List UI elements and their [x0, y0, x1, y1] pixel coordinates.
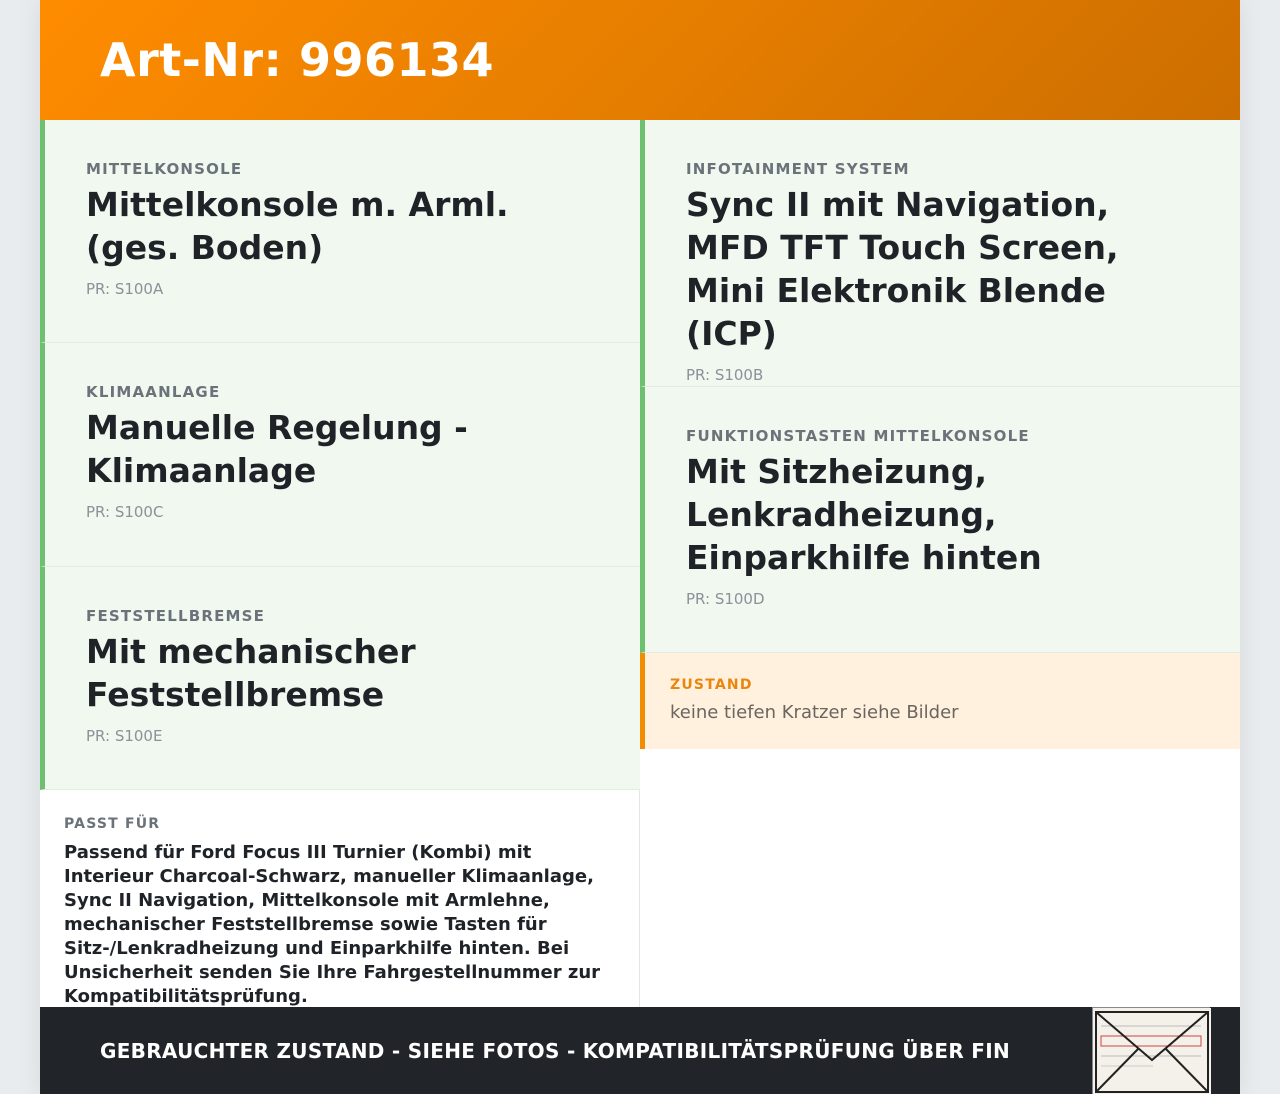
spec-card-mittelkonsole	[40, 120, 640, 343]
spec-label: MITTELKONSOLE	[86, 160, 243, 178]
spec-card-infotainment	[640, 120, 1240, 387]
spec-value: Mittelkonsole m. Arml. (ges. Boden)	[86, 185, 509, 267]
condition-label: ZUSTAND	[670, 677, 753, 693]
spec-value: Manuelle Regelung - Klimaanlage	[86, 408, 468, 490]
spec-card-klimaanlage	[40, 343, 640, 567]
spec-value: Sync II mit Navigation, MFD TFT Touch Screen, Mini Elektronik Blende (ICP)	[686, 185, 1119, 353]
product-sheet	[40, 0, 1240, 1094]
spec-value: Mit Sitzheizung, Lenkradheizung, Einparkhilfe hinten	[686, 452, 1042, 577]
footer-banner	[40, 1007, 1240, 1094]
condition-text: keine tiefen Kratzer siehe Bilder	[670, 702, 959, 723]
spec-label: INFOTAINMENT SYSTEM	[686, 160, 910, 178]
right-column	[640, 120, 1240, 1007]
compatibility-section	[40, 790, 639, 1007]
spec-pr-code: PR: S100C	[86, 503, 164, 521]
condition-box	[640, 653, 1240, 749]
spec-pr-code: PR: S100A	[86, 280, 164, 298]
spec-card-funktionstasten	[640, 387, 1240, 653]
document-envelope-icon	[1092, 1007, 1210, 1094]
spec-pr-code: PR: S100D	[686, 590, 765, 608]
spec-pr-code: PR: S100B	[686, 366, 764, 384]
spec-label: FUNKTIONSTASTEN MITTELKONSOLE	[686, 427, 1030, 445]
spec-card-feststellbremse	[40, 567, 640, 790]
footer-text: GEBRAUCHTER ZUSTAND - SIEHE FOTOS - KOMPATIBILITÄTSPRÜFUNG ÜBER FIN	[100, 1038, 1011, 1063]
header	[40, 0, 1240, 120]
spec-value: Mit mechanischer Feststellbremse	[86, 632, 416, 714]
spec-label: FESTSTELLBREMSE	[86, 607, 266, 625]
compatibility-label: PASST FÜR	[64, 816, 161, 832]
envelope-icon	[1093, 1008, 1211, 1094]
spec-label: KLIMAANLAGE	[86, 383, 221, 401]
compatibility-text: Passend für Ford Focus III Turnier (Kombi) mit Interieur Charcoal-Schwarz, manueller Klimaanlage, Sync II Navigation, Mittelkonsole mit Armlehne, mechanischer Feststellbremse sowie Tasten für Sitz-/Lenkradheizung und Einparkhilfe hinten. Bei Unsicherheit senden Sie Ihre Fahrgestellnummer zur Kompatibilitätsprüfung.	[64, 842, 601, 1007]
spec-pr-code: PR: S100E	[86, 727, 163, 745]
article-number-title: Art-Nr: 996134	[100, 33, 495, 87]
left-column	[40, 120, 640, 1007]
